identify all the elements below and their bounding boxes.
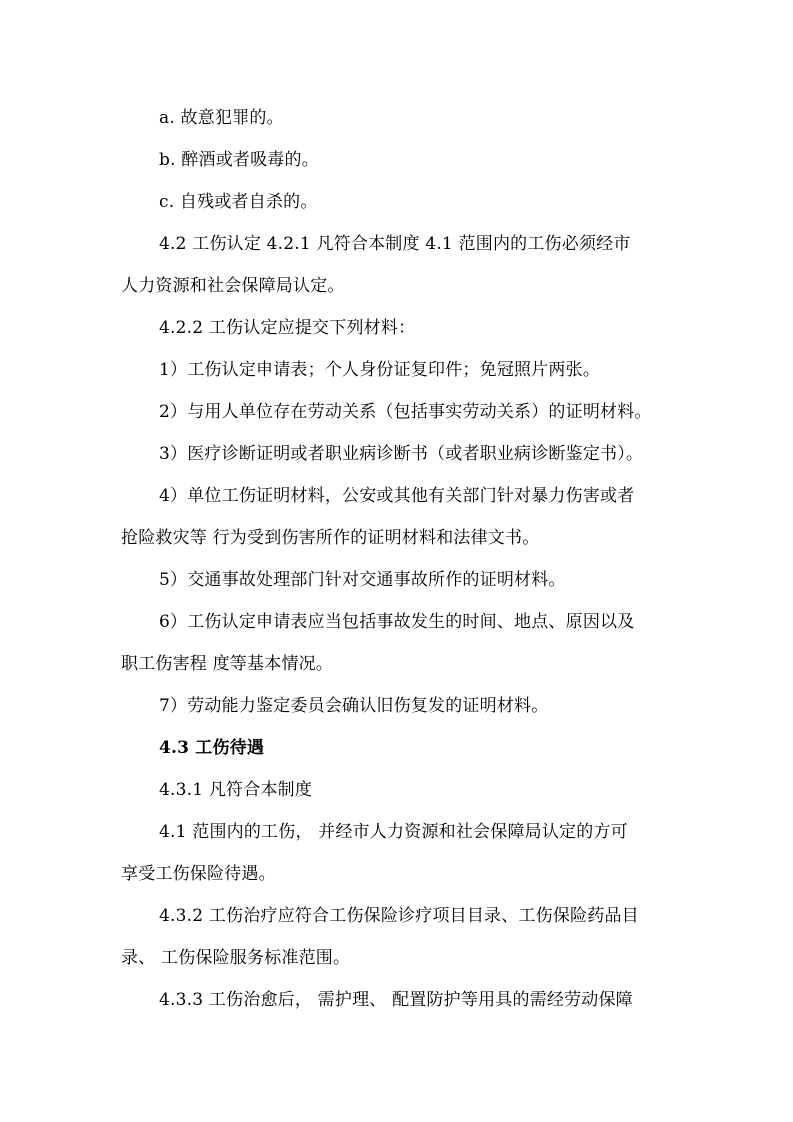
list-item-c: c. 自残或者自杀的。 (159, 192, 318, 212)
paragraph-4-2-line-1: 4.2 工伤认定 4.2.1 凡符合本制度 4.1 范围内的工伤必须经市 (159, 234, 631, 254)
list-item-b: b. 醉酒或者吸毒的。 (159, 150, 319, 170)
material-item-5: 5）交通事故处理部门针对交通事故所作的证明材料。 (159, 570, 566, 590)
paragraph-4-1-line-2: 享受工伤保险待遇。 (121, 864, 276, 884)
material-item-2: 2）与用人单位存在劳动关系（包括事实劳动关系）的证明材料。 (159, 402, 652, 422)
paragraph-4-2-2: 4.2.2 工伤认定应提交下列材料： (159, 318, 416, 338)
material-item-3: 3）医疗诊断证明或者职业病诊断书（或者职业病诊断鉴定书）。 (159, 444, 644, 464)
paragraph-4-3-1: 4.3.1 凡符合本制度 (159, 780, 313, 800)
paragraph-4-2-line-2: 人力资源和社会保障局认定。 (121, 276, 345, 296)
material-item-6-line-1: 6）工伤认定申请表应当包括事故发生的时间、地点、原因以及 (159, 612, 635, 632)
material-item-6-line-2: 职工伤害程 度等基本情况。 (121, 654, 334, 674)
list-item-a: a. 故意犯罪的。 (159, 108, 284, 128)
paragraph-4-3-2-line-1: 4.3.2 工伤治疗应符合工伤保险诊疗项目目录、工伤保险药品目 (159, 906, 639, 926)
paragraph-4-3-2-line-2: 录、 工伤保险服务标准范围。 (121, 948, 351, 968)
material-item-4-line-2: 抢险救灾等 行为受到伤害所作的证明材料和法律文书。 (121, 528, 540, 548)
material-item-4-line-1: 4）单位工伤证明材料，公安或其他有关部门针对暴力伤害或者 (159, 486, 635, 506)
material-item-1: 1）工伤认定申请表；个人身份证复印件；免冠照片两张。 (159, 360, 601, 380)
paragraph-4-1-line-1: 4.1 范围内的工伤， 并经市人力资源和社会保障局认定的方可 (159, 822, 628, 842)
section-heading-4-3: 4.3 工伤待遇 (159, 738, 265, 758)
material-item-7: 7）劳动能力鉴定委员会确认旧伤复发的证明材料。 (159, 696, 549, 716)
paragraph-4-3-3-line-1: 4.3.3 工伤治愈后， 需护理、 配置防护等用具的需经劳动保障 (159, 990, 633, 1010)
